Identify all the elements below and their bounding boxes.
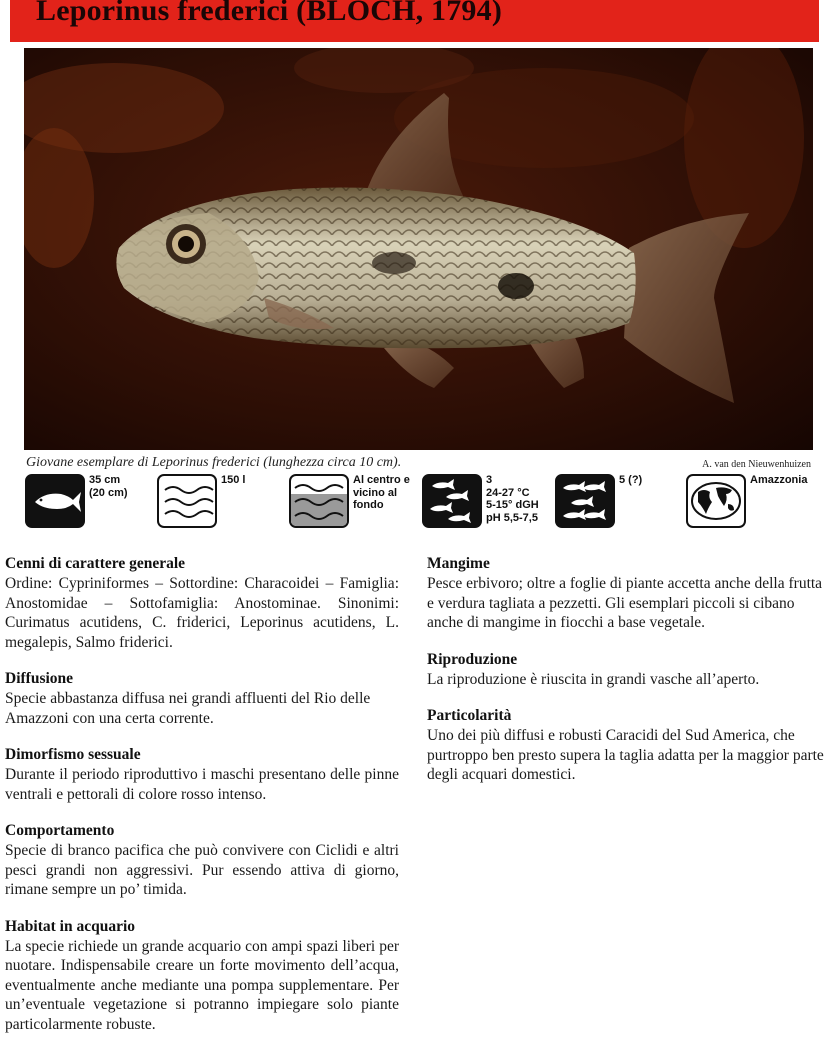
fish-illustration xyxy=(24,48,813,450)
section-habitat xyxy=(5,917,399,1035)
difficulty-level-icon xyxy=(555,474,615,528)
water-conditions-label: 3 24-27 °C 5-15° dGH pH 5,5-7,5 xyxy=(486,474,539,524)
section-text: Specie di branco pacifica che può convivere con Ciclidi e altri pesci grandi non aggressivi. Pur essendo attiva di giorno, rimane sempre un po’ timida. xyxy=(5,842,399,898)
fish-photo xyxy=(24,48,813,450)
section-food xyxy=(427,554,825,633)
section-breeding xyxy=(427,650,825,690)
section-peculiarities xyxy=(427,706,825,785)
section-text: Specie abbastanza diffusa nei grandi affluenti del Rio delle Amazzoni con una certa corrente. xyxy=(5,690,371,727)
fish-size-label: 35 cm (20 cm) xyxy=(89,474,128,499)
section-heading: Cenni di carattere generale xyxy=(5,555,186,572)
section-behavior xyxy=(5,821,399,900)
photo-caption: Giovane esemplare di Leporinus frederici (lunghezza circa 10 cm). xyxy=(26,455,402,470)
swimming-zone-label: Al centro e vicino al fondo xyxy=(353,474,410,511)
title-bar xyxy=(10,0,819,42)
section-heading: Habitat in acquario xyxy=(5,917,136,935)
section-text: Pesce erbivoro; oltre a foglie di piante accetta anche della frutta e verdura tagliata a pezzetti. Gli esemplari piccoli si cibano anche di mangime in fiocchi a base vegetale. xyxy=(427,575,823,631)
section-heading: Mangime xyxy=(427,555,490,572)
section-heading: Diffusione xyxy=(5,670,74,687)
fish-size-icon xyxy=(25,474,85,528)
region-label: Amazzonia xyxy=(750,474,808,486)
section-text: Ordine: Cypriniformes – Sottordine: Characoidei – Famiglia: Anostomidae – Sottofamiglia: Anostominae. Sinonimi: Curimatus acutidens, C. friderici, Leporinus acutidens, L. megalepis, Salmo friderici. xyxy=(5,575,399,651)
section-text: La specie richiede un grande acquario con ampi spazi liberi per nuotare. Indispensabile creare un forte movimento dell’acqua, eventualmente anche mediante una pompa supplementare. Per un’eventuale vegetazione si potranno impiegare solo piante particolarmente robuste. xyxy=(5,937,399,1033)
aquarium-volume-label: 150 l xyxy=(221,474,246,486)
water-conditions-icon xyxy=(422,474,482,528)
right-column xyxy=(427,554,825,802)
section-distribution xyxy=(5,669,399,728)
section-dimorphism xyxy=(5,745,399,804)
difficulty-level-label: 5 (?) xyxy=(619,474,643,486)
world-map-icon xyxy=(686,474,746,528)
section-text: Durante il periodo riproduttivo i maschi presentano delle pinne ventrali e pettorali di colore rosso intenso. xyxy=(5,766,399,803)
section-text: Uno dei più diffusi e robusti Caracidi del Sud America, che purtroppo ben presto supera la taglia adatta per la maggior parte degli acquari domestici. xyxy=(427,727,824,783)
section-heading: Riproduzione xyxy=(427,650,518,668)
section-heading: Comportamento xyxy=(5,822,115,839)
section-text: La riproduzione è riuscita in grandi vasche all’aperto. xyxy=(427,670,760,688)
photo-credit: A. van den Nieuwenhuizen xyxy=(702,459,811,470)
section-heading: Particolarità xyxy=(427,707,512,724)
left-column xyxy=(5,554,399,1051)
aquarium-volume-icon xyxy=(157,474,217,528)
page-title: Leporinus frederici (BLOCH, 1794) xyxy=(36,0,503,27)
section-heading: Dimorfismo sessuale xyxy=(5,746,141,763)
swimming-zone-icon xyxy=(289,474,349,528)
section-general xyxy=(5,554,399,652)
